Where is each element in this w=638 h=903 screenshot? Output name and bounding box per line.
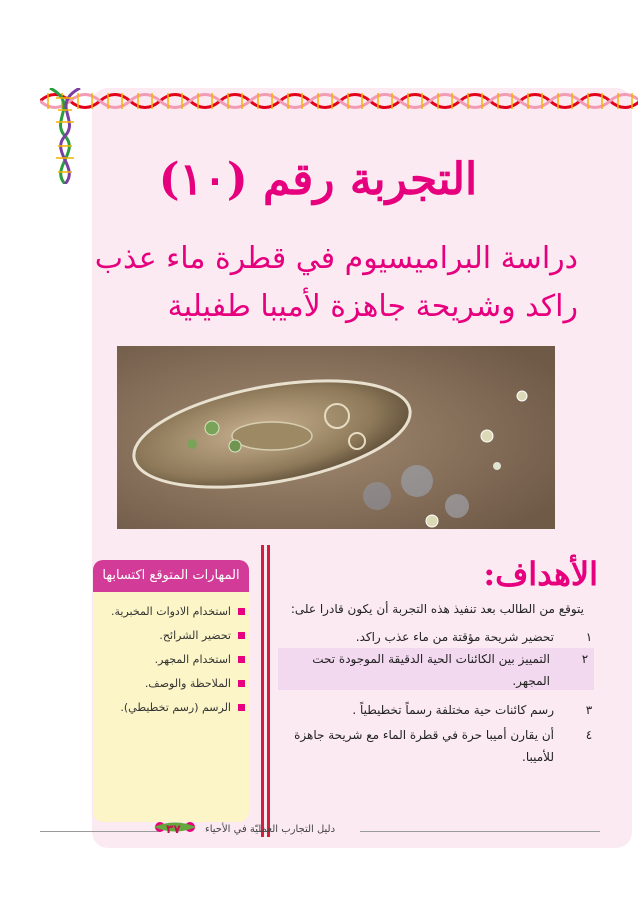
goals-title: الأهداف: (483, 555, 598, 593)
goal-text: أن يقارن أميبا حرة في قطرة الماء مع شريحة جاهزة للأميبا. (294, 728, 554, 764)
goal-text: رسم كائنات حية مختلفة رسماً تخطيطياً . (352, 703, 554, 717)
goal-number: ٤ (585, 728, 593, 742)
goal-number: ٣ (585, 703, 593, 717)
list-item: الملاحظة والوصف. (93, 672, 249, 696)
square-bullet-icon (238, 632, 245, 639)
square-bullet-icon (238, 704, 245, 711)
goal-number: ١ (585, 630, 593, 644)
skills-header: المهارات المتوقع اكتسابها (93, 560, 249, 592)
list-item: استخدام المجهر. (93, 648, 249, 672)
page-title: التجربة رقم (١٠) (158, 154, 478, 205)
footer-rule (40, 831, 160, 832)
goal-number: ٢ (581, 652, 589, 666)
dna-helix-band-icon (40, 88, 638, 114)
square-bullet-icon (238, 680, 245, 687)
paramecium-microscope-photo (117, 346, 555, 529)
list-item: الرسم (رسم تخطيطي). (93, 696, 249, 720)
separator-bar (267, 545, 270, 837)
separator-bar (261, 545, 264, 837)
experiment-subtitle-line1: دراسة البراميسيوم في قطرة ماء عذب (94, 241, 578, 276)
dna-helix-corner-icon (40, 88, 90, 184)
goal-item (278, 648, 594, 690)
goal-item (278, 724, 598, 768)
skills-list (93, 600, 249, 720)
goals-intro: يتوقع من الطالب بعد تنفيذ هذه التجربة أن يكون قادرا على: (290, 602, 584, 616)
goal-item (278, 699, 598, 721)
experiment-subtitle-line2: راكد وشريحة جاهزة لأميبا طفيلية (167, 289, 578, 324)
square-bullet-icon (238, 608, 245, 615)
goal-item (278, 626, 598, 648)
goal-text: تحضير شريحة مؤقتة من ماء عذب راكد. (355, 630, 554, 644)
list-item: تحضير الشرائح. (93, 624, 249, 648)
goal-text: التمييز بين الكائنات الحية الدقيقة الموجودة تحت المجهر. (312, 652, 550, 688)
footer-rule (360, 831, 600, 832)
page-number: ٣٧ (166, 822, 181, 836)
square-bullet-icon (238, 656, 245, 663)
footer-book-title: دليل التجارب العمليّة في الأحياء (205, 824, 336, 835)
list-item: استخدام الادوات المخبرية. (93, 600, 249, 624)
